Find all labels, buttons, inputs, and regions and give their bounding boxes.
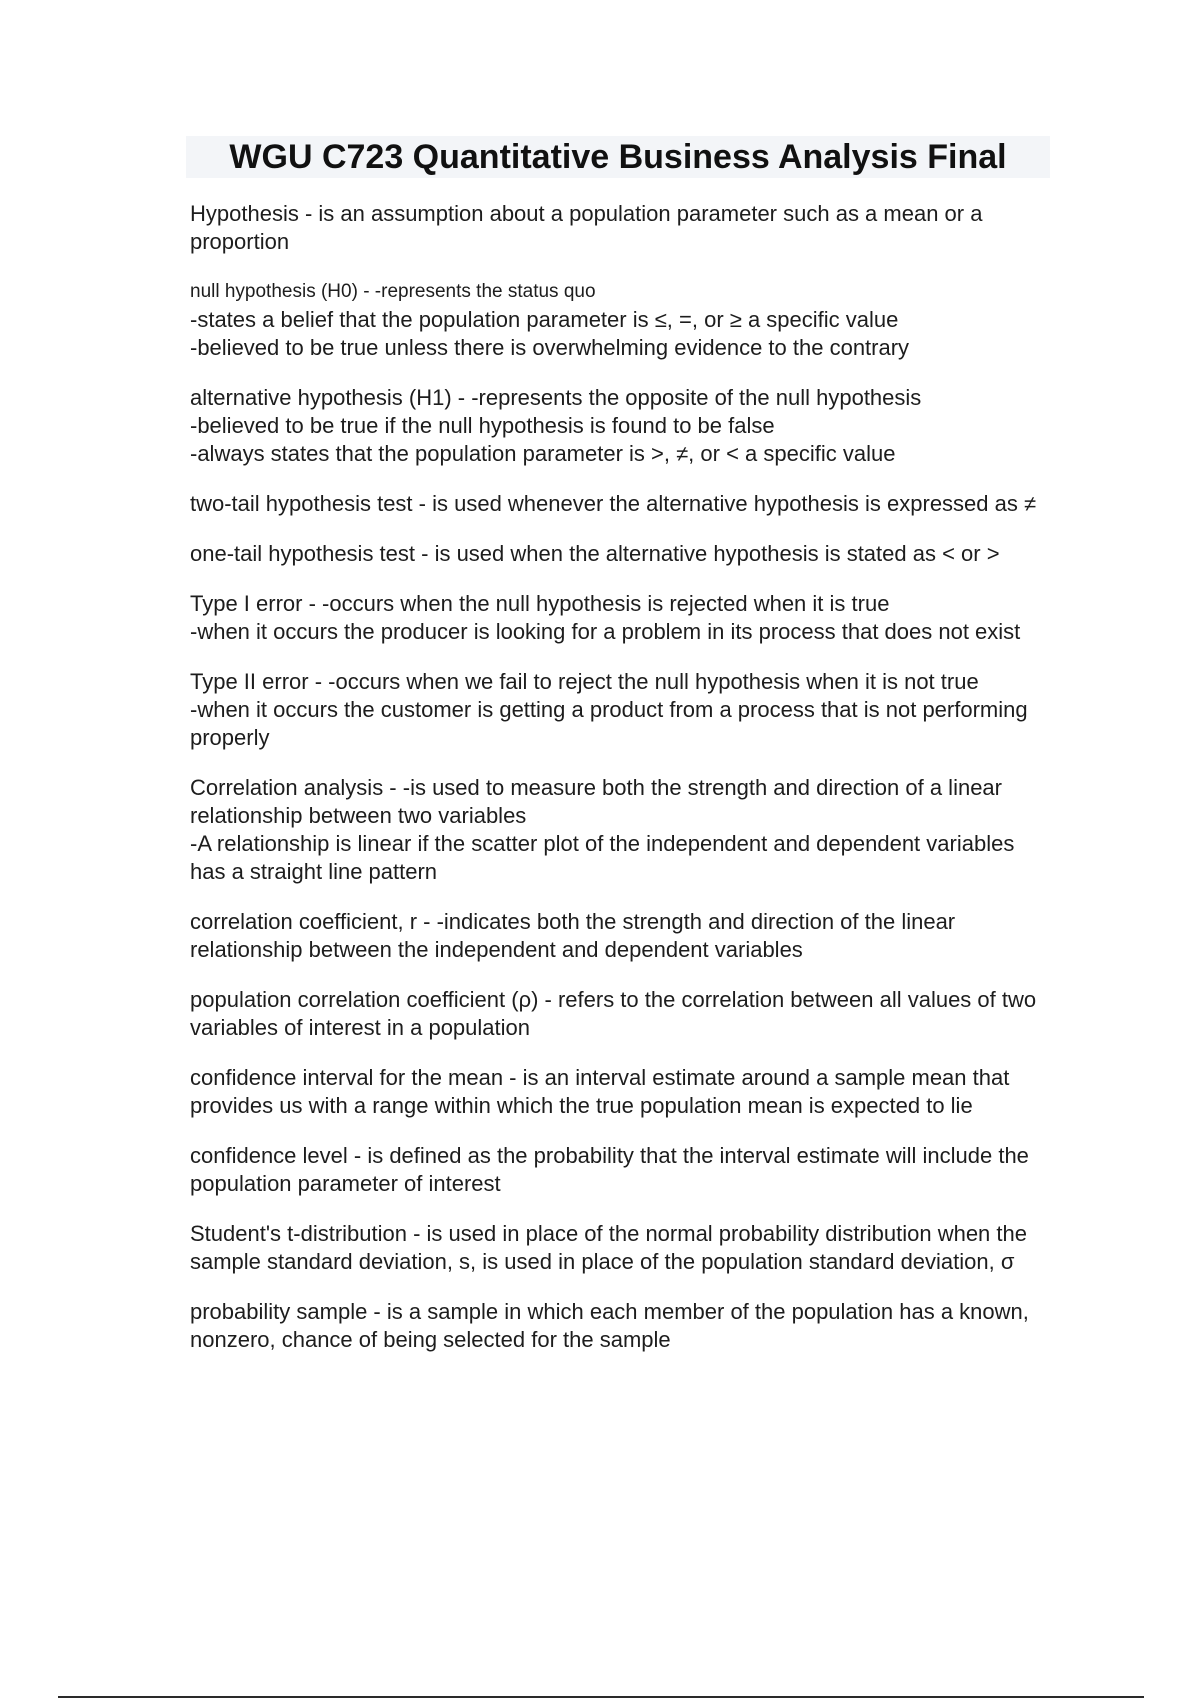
entry-line: Correlation analysis - -is used to measure both the strength and direction of a linear relationship between two variables [190, 775, 1009, 828]
entry-students-t-distribution [190, 1220, 1050, 1276]
entry-correlation-coefficient [190, 908, 1050, 964]
definitions-list [190, 200, 1050, 1376]
entry-line: confidence level - is defined as the probability that the interval estimate will include the population parameter of interest [190, 1143, 1036, 1196]
entry-line: -always states that the population parameter is >, ≠, or < a specific value [190, 441, 896, 466]
entry-type-ii-error [190, 668, 1050, 752]
bottom-divider [58, 1696, 1144, 1698]
entry-line: -believed to be true unless there is overwhelming evidence to the contrary [190, 335, 910, 360]
entry-population-correlation-coefficient [190, 986, 1050, 1042]
entry-correlation-analysis [190, 774, 1050, 886]
entry-null-hypothesis [190, 278, 1050, 362]
entry-line: one-tail hypothesis test - is used when the alternative hypothesis is stated as < or > [190, 541, 1000, 566]
entry-line: -when it occurs the customer is getting a product from a process that is not performing properly [190, 697, 1034, 750]
entry-line: null hypothesis (H0) - -represents the status quo [190, 281, 596, 302]
entry-line: probability sample - is a sample in which each member of the population has a known, nonzero, chance of being selected for the sample [190, 1299, 1036, 1352]
entry-line: alternative hypothesis (H1) - -represents the opposite of the null hypothesis [190, 385, 922, 410]
entry-line: -when it occurs the producer is looking for a problem in its process that does not exist [190, 619, 1021, 644]
entry-confidence-level [190, 1142, 1050, 1198]
entry-probability-sample [190, 1298, 1050, 1354]
entry-line: population correlation coefficient (ρ) - refers to the correlation between all values of two variables of interest in a population [190, 987, 1043, 1040]
page-title: WGU C723 Quantitative Business Analysis Final [229, 138, 1007, 176]
entry-one-tail-test [190, 540, 1050, 568]
entry-line: two-tail hypothesis test - is used whenever the alternative hypothesis is expressed as ≠ [190, 491, 1037, 516]
entry-line: correlation coefficient, r - -indicates both the strength and direction of the linear relationship between the independent and dependent variables [190, 909, 962, 962]
entry-line: Hypothesis - is an assumption about a population parameter such as a mean or a proportion [190, 201, 989, 254]
entry-two-tail-test [190, 490, 1050, 518]
entry-line: Type I error - -occurs when the null hypothesis is rejected when it is true [190, 591, 890, 616]
entry-line: confidence interval for the mean - is an interval estimate around a sample mean that provides us with a range within which the true population mean is expected to lie [190, 1065, 1016, 1118]
entry-hypothesis [190, 200, 1050, 256]
entry-type-i-error [190, 590, 1050, 646]
entry-confidence-interval [190, 1064, 1050, 1120]
entry-line: -A relationship is linear if the scatter plot of the independent and dependent variables has a straight line pattern [190, 831, 1021, 884]
entry-alternative-hypothesis [190, 384, 1050, 468]
entry-line: -states a belief that the population parameter is ≤, =, or ≥ a specific value [190, 307, 899, 332]
entry-line: Type II error - -occurs when we fail to reject the null hypothesis when it is not true [190, 669, 979, 694]
entry-line: -believed to be true if the null hypothesis is found to be false [190, 413, 775, 438]
entry-line: Student's t-distribution - is used in place of the normal probability distribution when the sample standard deviation, s, is used in place of the population standard deviation, σ [190, 1221, 1034, 1274]
